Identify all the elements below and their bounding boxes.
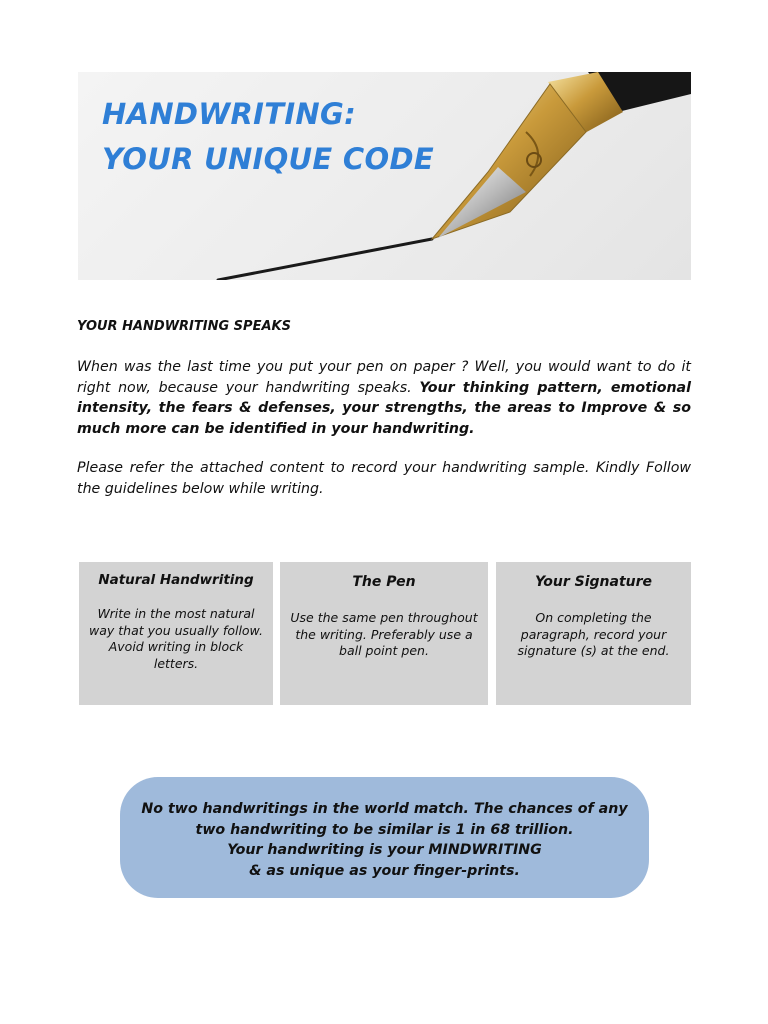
guideline-card-your-signature <box>496 562 691 705</box>
callout-line: two handwriting to be similar is 1 in 68 trillion. <box>195 821 574 838</box>
card-title: Natural Handwriting <box>98 572 254 588</box>
intro-bold-text: Your thinking pattern, emotional intensity, the fears & defenses, your strengths, the areas to Improve & so much more can be identified in your handwriting. <box>77 379 691 437</box>
card-body: Use the same pen throughout the writing. Preferably use a ball point pen. <box>290 610 478 658</box>
instruction-paragraph: Please refer the attached content to record your handwriting sample. Kindly Follow the guidelines below while writing. <box>77 460 691 497</box>
card-title: The Pen <box>352 574 416 590</box>
banner-title-line2: YOUR UNIQUE CODE <box>102 142 434 176</box>
header-banner <box>78 72 691 280</box>
guideline-card-the-pen <box>280 562 488 705</box>
banner-title <box>102 92 434 182</box>
card-title: Your Signature <box>534 574 653 590</box>
card-body: On completing the paragraph, record your signature (s) at the end. <box>517 610 670 658</box>
guideline-card-natural-handwriting <box>79 562 273 705</box>
section-heading: YOUR HANDWRITING SPEAKS <box>77 319 291 334</box>
uniqueness-callout <box>120 777 649 898</box>
intro-paragraph <box>77 357 691 439</box>
callout-line: & as unique as your finger-prints. <box>249 862 520 879</box>
callout-line: No two handwritings in the world match. The chances of any <box>141 801 628 817</box>
card-body: Write in the most natural way that you usually follow. Avoid writing in block letters. <box>89 606 263 671</box>
callout-line: Your handwriting is your MINDWRITING <box>227 842 542 858</box>
banner-title-line1: HANDWRITING: <box>102 97 357 131</box>
intro-text: When was the last time you put your pen on paper ? Well, you would want to do it right now, because your handwriting speaks. <box>77 359 691 396</box>
